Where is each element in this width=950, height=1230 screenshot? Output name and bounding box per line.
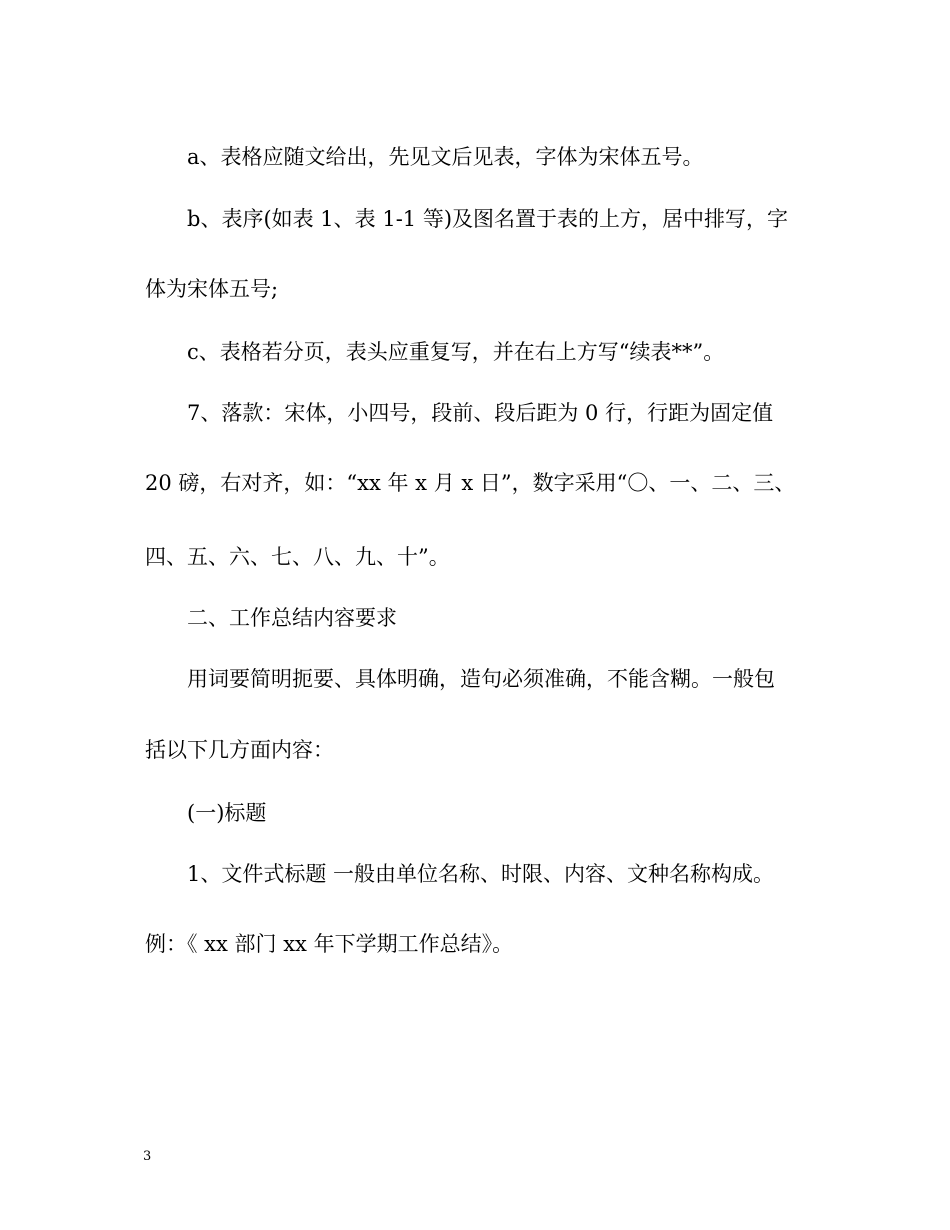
text-line-document-style-title: 1、文件式标题 一般由单位名称、时限、内容、文种名称构成。 <box>187 862 775 886</box>
text-line-table-rule-a: a、表格应随文给出，先见文后见表，字体为宋体五号。 <box>187 145 704 169</box>
text-line-wording-requirements-cont: 括以下几方面内容： <box>145 738 334 762</box>
page-number: 3 <box>143 1149 152 1164</box>
section-heading-content-requirements: 二、工作总结内容要求 <box>187 606 397 630</box>
text-line-wording-requirements: 用词要简明扼要、具体明确，造句必须准确，不能含糊。一般包 <box>187 667 775 691</box>
text-line-signature-rule-cont-2: 四、五、六、七、八、九、十”。 <box>145 545 450 569</box>
text-line-table-rule-b: b、表序(如表 1、表 1-1 等)及图名置于表的上方，居中排写，字 <box>187 207 789 231</box>
subheading-title: (一)标题 <box>187 801 267 825</box>
text-line-signature-rule: 7、落款：宋体，小四号，段前、段后距为 0 行，行距为固定值 <box>187 401 774 425</box>
text-line-table-rule-b-cont: 体为宋体五号; <box>145 277 279 301</box>
text-line-table-rule-c: c、表格若分页，表头应重复写，并在右上方写“续表**”。 <box>187 340 725 364</box>
text-line-title-example: 例：《 xx 部门 xx 年下学期工作总结》。 <box>145 932 514 956</box>
text-line-signature-rule-cont-1: 20 磅，右对齐，如：“xx 年 x 月 x 日”，数字采用“〇、一、二、三、 <box>145 471 796 495</box>
